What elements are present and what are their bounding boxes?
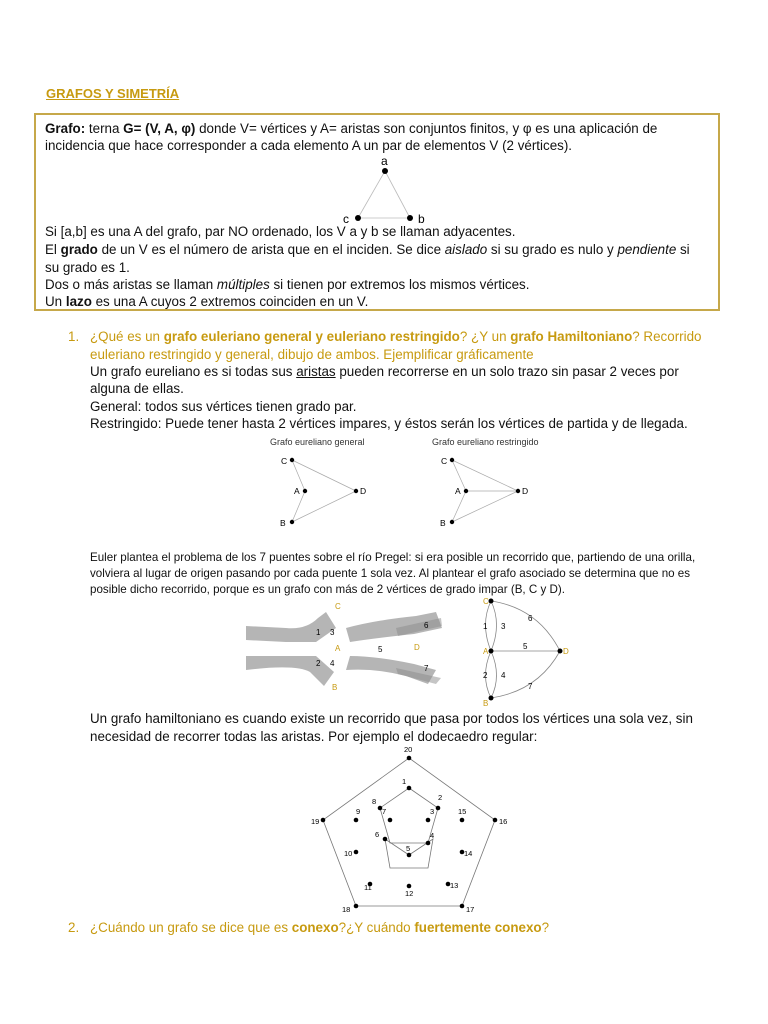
dodeca-vertices bbox=[311, 745, 507, 914]
edge-6: 6 bbox=[528, 614, 533, 623]
q2-bold-1: conexo bbox=[291, 920, 339, 935]
dodeca-vertex bbox=[388, 818, 393, 823]
general-graph-title: Grafo eureliano general bbox=[270, 437, 365, 447]
p1-text: Un grafo eureliano es si todas sus bbox=[90, 364, 297, 379]
grado-line-2: su grado es 1. bbox=[45, 260, 130, 275]
dodeca-vertex bbox=[460, 818, 465, 823]
bridge-3: 3 bbox=[330, 628, 335, 637]
dodeca-label: 16 bbox=[499, 817, 508, 826]
dodeca-label: 3 bbox=[430, 807, 435, 816]
grado-bold: grado bbox=[60, 242, 98, 257]
land-b: B bbox=[332, 683, 338, 692]
def-text: terna bbox=[85, 121, 124, 136]
vertex-c bbox=[355, 215, 361, 221]
dodeca-label: 9 bbox=[356, 807, 361, 816]
gen-label-c: C bbox=[281, 456, 288, 466]
dodeca-vertex bbox=[426, 818, 431, 823]
grado-text-2: de un V es el número de arista que en el inciden. Se dice bbox=[97, 242, 445, 257]
question-1-line-2: euleriano restringido y general, dibujo de ambos. Ejemplificar gráficamente bbox=[90, 347, 534, 362]
dodeca-label: 2 bbox=[438, 793, 443, 802]
dodeca-vertex bbox=[436, 806, 441, 811]
definition-line-1 bbox=[45, 120, 715, 137]
edge-1: 1 bbox=[483, 622, 488, 631]
multiples-italic: múltiples bbox=[216, 277, 270, 292]
question-1-number: 1. bbox=[68, 329, 80, 344]
question-2-number: 2. bbox=[68, 920, 80, 935]
land-a: A bbox=[335, 644, 341, 653]
res-label-a: A bbox=[455, 486, 461, 496]
bridge-7: 7 bbox=[424, 664, 429, 673]
definition-line-2: incidencia que hace corresponder a cada elemento A un par de elementos V (2 vértices). bbox=[45, 138, 573, 153]
bridges-map bbox=[246, 598, 446, 698]
restricted-graph bbox=[440, 456, 528, 528]
dodeca-label: 11 bbox=[364, 883, 372, 892]
dodeca-label: 12 bbox=[405, 889, 414, 898]
dodeca-label: 15 bbox=[458, 807, 467, 816]
graph-c: C bbox=[483, 597, 489, 606]
dodeca-label: 1 bbox=[402, 777, 407, 786]
lazo-text: Un bbox=[45, 294, 66, 309]
dodeca-label: 17 bbox=[466, 905, 475, 914]
bridge-4: 4 bbox=[330, 659, 335, 668]
res-label-c: C bbox=[441, 456, 448, 466]
bridges-graph bbox=[478, 596, 578, 708]
q2-text-3: ? bbox=[541, 920, 550, 935]
vertex-a bbox=[382, 168, 388, 174]
dodeca-label: 6 bbox=[375, 830, 380, 839]
edge-2: 2 bbox=[483, 671, 488, 680]
dodeca-label: 18 bbox=[342, 905, 351, 914]
euleriano-def-line-1 bbox=[90, 363, 730, 380]
dodeca-vertex bbox=[407, 884, 412, 889]
label-c: c bbox=[343, 212, 349, 226]
edge-7: 7 bbox=[528, 682, 533, 691]
res-label-b: B bbox=[440, 518, 446, 528]
restr-graph-title: Grafo eureliano restringido bbox=[432, 437, 539, 447]
page-title: GRAFOS Y SIMETRÍA bbox=[46, 86, 180, 101]
gen-label-b: B bbox=[280, 518, 286, 528]
triangle-graph bbox=[340, 152, 430, 224]
edge-3: 3 bbox=[501, 622, 506, 631]
multiples-line bbox=[45, 276, 715, 293]
dodeca-vertex bbox=[383, 837, 388, 842]
graph-b: B bbox=[483, 699, 489, 708]
pendiente-italic: pendiente bbox=[617, 242, 677, 257]
dodeca-label: 8 bbox=[372, 797, 377, 806]
aislado-italic: aislado bbox=[444, 242, 488, 257]
bridge-1: 1 bbox=[316, 628, 321, 637]
bridge-6: 6 bbox=[424, 621, 429, 630]
dodeca-vertex bbox=[460, 904, 465, 909]
dodeca-vertex bbox=[354, 818, 359, 823]
gen-label-a: A bbox=[294, 486, 300, 496]
dodeca-label: 4 bbox=[430, 831, 435, 840]
grado-line-1 bbox=[45, 241, 715, 258]
eulerian-graphs-figure bbox=[270, 436, 570, 532]
euleriano-def-line-2: alguna de ellas. bbox=[90, 381, 184, 396]
hamilton-paragraph: Un grafo hamiltoniano es cuando existe un recorrido que pasa por todos los vértices una sola vez, sin necesidad de recorrer todas las aristas. Por ejemplo el dodecaedro regular: bbox=[90, 711, 693, 744]
q2-bold-2: fuertemente conexo bbox=[414, 920, 542, 935]
dodeca-label: 5 bbox=[406, 844, 411, 853]
def-text-2: donde V= vértices y A= aristas son conjuntos finitos, y φ es una aplicación de bbox=[195, 121, 658, 136]
restringido-text: Restringido: Puede tener hasta 2 vértices impares, y éstos serán los vértices de partida y de llegada. bbox=[90, 416, 688, 431]
dodeca-label: 20 bbox=[404, 745, 413, 754]
q2-text-2: ?¿Y cuándo bbox=[338, 920, 415, 935]
mult-text-2: si tienen por extremos los mismos vértices. bbox=[269, 277, 530, 292]
q1-bold-2: grafo Hamiltoniano bbox=[510, 329, 633, 344]
gen-label-d: D bbox=[360, 486, 367, 496]
dodeca-vertex bbox=[407, 853, 412, 858]
euler-paragraph: Euler plantea el problema de los 7 puentes sobre el río Pregel: si era posible un recorrido que, partiendo de una orilla, volviera al lugar de origen pasando por cada puente 1 sola vez. Al plantear el grafo asociado se determina que no es posible dicho recorrido, porque es un grafo con más de 2 vértices de grado impar (B, C y D). bbox=[90, 551, 696, 596]
q1-text-2: ? ¿Y un bbox=[459, 329, 511, 344]
p1-text-2: pueden recorrerse en un solo trazo sin pasar 2 veces por bbox=[335, 364, 679, 379]
dodeca-label: 14 bbox=[464, 849, 473, 858]
dodeca-label: 13 bbox=[450, 881, 459, 890]
bridge-2: 2 bbox=[316, 659, 321, 668]
edge-5: 5 bbox=[523, 642, 528, 651]
dodeca-vertex bbox=[426, 841, 431, 846]
question-1-line-1 bbox=[90, 328, 730, 345]
vertex-b bbox=[407, 215, 413, 221]
q1-bold-1: grafo euleriano general y euleriano restringido bbox=[163, 329, 460, 344]
res-label-d: D bbox=[522, 486, 529, 496]
label-b: b bbox=[418, 212, 425, 226]
dodeca-vertex bbox=[407, 786, 412, 791]
def-label: Grafo: bbox=[45, 121, 86, 136]
def-formula: G= (V, A, φ) bbox=[123, 121, 196, 136]
dodecahedron-graph bbox=[304, 744, 514, 912]
dodeca-vertex bbox=[321, 818, 326, 823]
lazo-text-2: es una A cuyos 2 extremos coinciden en un V. bbox=[91, 294, 369, 309]
grado-text: El bbox=[45, 242, 61, 257]
label-a: a bbox=[381, 154, 388, 168]
bridge-5: 5 bbox=[378, 645, 383, 654]
land-c: C bbox=[335, 602, 341, 611]
aristas-underlined: aristas bbox=[296, 364, 336, 379]
graph-a: A bbox=[483, 647, 489, 656]
grado-text-4: si bbox=[676, 242, 690, 257]
q1-text-3: ? Recorrido bbox=[632, 329, 702, 344]
dodeca-label: 7 bbox=[382, 807, 387, 816]
q1-text: ¿Qué es un bbox=[90, 329, 164, 344]
lazo-bold: lazo bbox=[65, 294, 92, 309]
general-graph bbox=[280, 456, 366, 528]
edge-4: 4 bbox=[501, 671, 506, 680]
question-2-line bbox=[90, 919, 730, 936]
graph-d: D bbox=[563, 647, 569, 656]
grado-text-3: si su grado es nulo y bbox=[487, 242, 618, 257]
adjacent-text: Si [a,b] es una A del grafo, par NO ordenado, los V a y b se llaman adyacentes. bbox=[45, 224, 516, 239]
land-d: D bbox=[414, 643, 420, 652]
mult-text: Dos o más aristas se llaman bbox=[45, 277, 217, 292]
general-text: General: todos sus vértices tienen grado par. bbox=[90, 399, 357, 414]
q2-text: ¿Cuándo un grafo se dice que es bbox=[90, 920, 292, 935]
dodeca-label: 10 bbox=[344, 849, 353, 858]
dodeca-vertex bbox=[407, 756, 412, 761]
dodeca-label: 19 bbox=[311, 817, 320, 826]
lazo-line bbox=[45, 293, 715, 310]
dodeca-vertex bbox=[354, 904, 359, 909]
dodeca-vertex bbox=[493, 818, 498, 823]
dodeca-vertex bbox=[378, 806, 383, 811]
dodeca-vertex bbox=[354, 850, 359, 855]
